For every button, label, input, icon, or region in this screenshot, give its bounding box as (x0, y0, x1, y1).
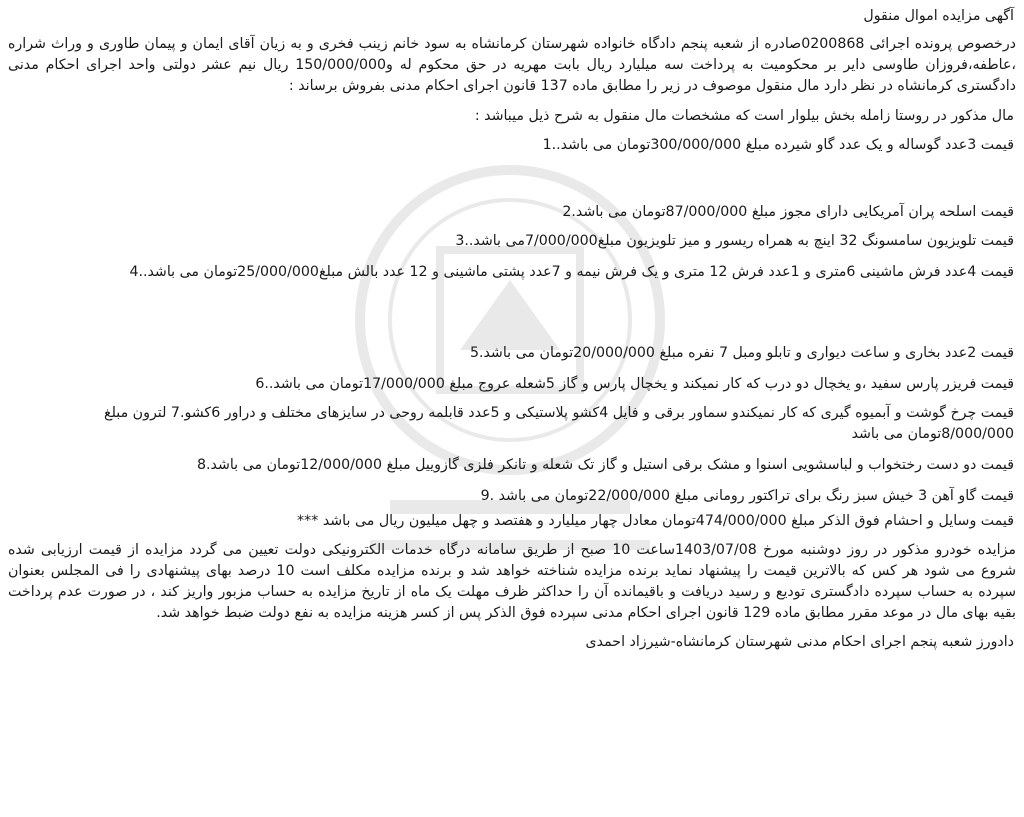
list-item: قیمت چرخ گوشت و آبمیوه گیری که کار نمیکندو سماور برقی و فایل 4کشو پلاستیکی و 5عدد قابلمه روحی در سایزهای مختلف و دراور 6کشو.7 لترون مبلغ 8/000/000تومان می باشد (104, 405, 1014, 442)
list-item: قیمت 2عدد بخاری و ساعت دیواری و تابلو ومبل 7 نفره مبلغ 20/000/000تومان می باشد.5 (469, 345, 1014, 361)
list-item: قیمت دو دست رختخواب و لباسشویی اسنوا و مشک برقی استیل و گاز تک شعله و تانکر فلزی گازوییل مبلغ 12/000/000تومان می باشد.8 (196, 457, 1014, 473)
notice-document (8, 6, 1016, 653)
signature-line: دادورز شعبه پنجم اجرای احکام مدنی شهرستان کرمانشاه-شیرزاد احمدی (585, 634, 1014, 650)
list-item: قیمت گاو آهن 3 خیش سبز رنگ برای تراکتور رومانی مبلغ 22/000/000تومان می باشد .9 (480, 488, 1014, 504)
list-item: قیمت فریزر پارس سفید ،و یخچال دو درب که کار نمیکند و یخچال پارس و گاز 5شعله عروج مبلغ 17/000/000تومان می باشد..6 (255, 376, 1014, 392)
list-item: قیمت تلویزیون سامسونگ 32 اینچ به همراه ریسور و میز تلویزیون مبلغ7/000/000می باشد..3 (455, 233, 1014, 249)
notice-title: آگهی مزایده اموال منقول (863, 8, 1014, 24)
list-item: قیمت 3عدد گوساله و یک عدد گاو شیرده مبلغ 300/000/000تومان می باشد..1 (542, 137, 1014, 153)
notice-intro-paragraph: درخصوص پرونده اجرائی 0200868صادره از شعبه پنجم دادگاه خانواده شهرستان کرمانشاه به سود خانم زینب فخری و به زیان آقای ایمان و پیمان طاوری و وراث شراره ،عاطفه،فروزان طاوسی دایر بر محکومیت به پرداخت سه میلیارد ریال بابت مهریه در حق محکوم له و150/000/000 ریال نیم عشر دولتی واحد اجرای احکام مدنی دادگستری کرمانشاه در نظر دارد مال منقول موصوف در زیر را مطابق ماده 137 قانون اجرای احکام مدنی بفروش برساند : (8, 36, 1016, 94)
list-item: قیمت 4عدد فرش ماشینی 6متری و 1عدد فرش 12 متری و یک فرش نیمه و 7عدد پشتی ماشینی و 12 عدد بالش مبلغ25/000/000تومان می باشد..4 (129, 264, 1014, 280)
auction-terms-paragraph: مزایده خودرو مذکور در روز دوشنبه مورخ 1403/07/08ساعت 10 صبح از طریق سامانه درگاه خدمات الکترونیکی دولت تعیین می گردد مزایده از قیمت ارزیابی شده شروع می شود هر کس که بالاترین قیمت را پیشنهاد نماید برنده مزایده شناخته خواهد شد و برنده مزایده مکلف است 10 درصد بهای پیشنهادی را فی المجلس بعنوان سپرده به حساب سپرده دادگستری تودیع و رسید دریافت و باقیمانده آن را حداکثر ظرف مهلت یک ماه از تاریخ مزایده به حساب مزبور واریز کند ، در صورت عدم پرداخت بقیه بهای مال در موعد مقرر مطابق ماده 129 قانون اجرای احکام مدنی سپرده فوق الذکر پس از کسر هزینه مزایده به نفع دولت ضبط خواهد شد. (8, 542, 1016, 621)
location-line: مال مذکور در روستا زامله بخش بیلوار است که مشخصات مال منقول به شرح ذیل میباشد : (474, 108, 1014, 124)
list-item: قیمت اسلحه پران آمریکایی دارای مجوز مبلغ 87/000/000تومان می باشد.2 (562, 204, 1014, 220)
total-value-line: قیمت وسایل و احشام فوق الذکر مبلغ 474/000/000تومان معادل چهار میلیارد و هفتصد و چهل میلیون ریال می باشد *** (297, 513, 1014, 529)
